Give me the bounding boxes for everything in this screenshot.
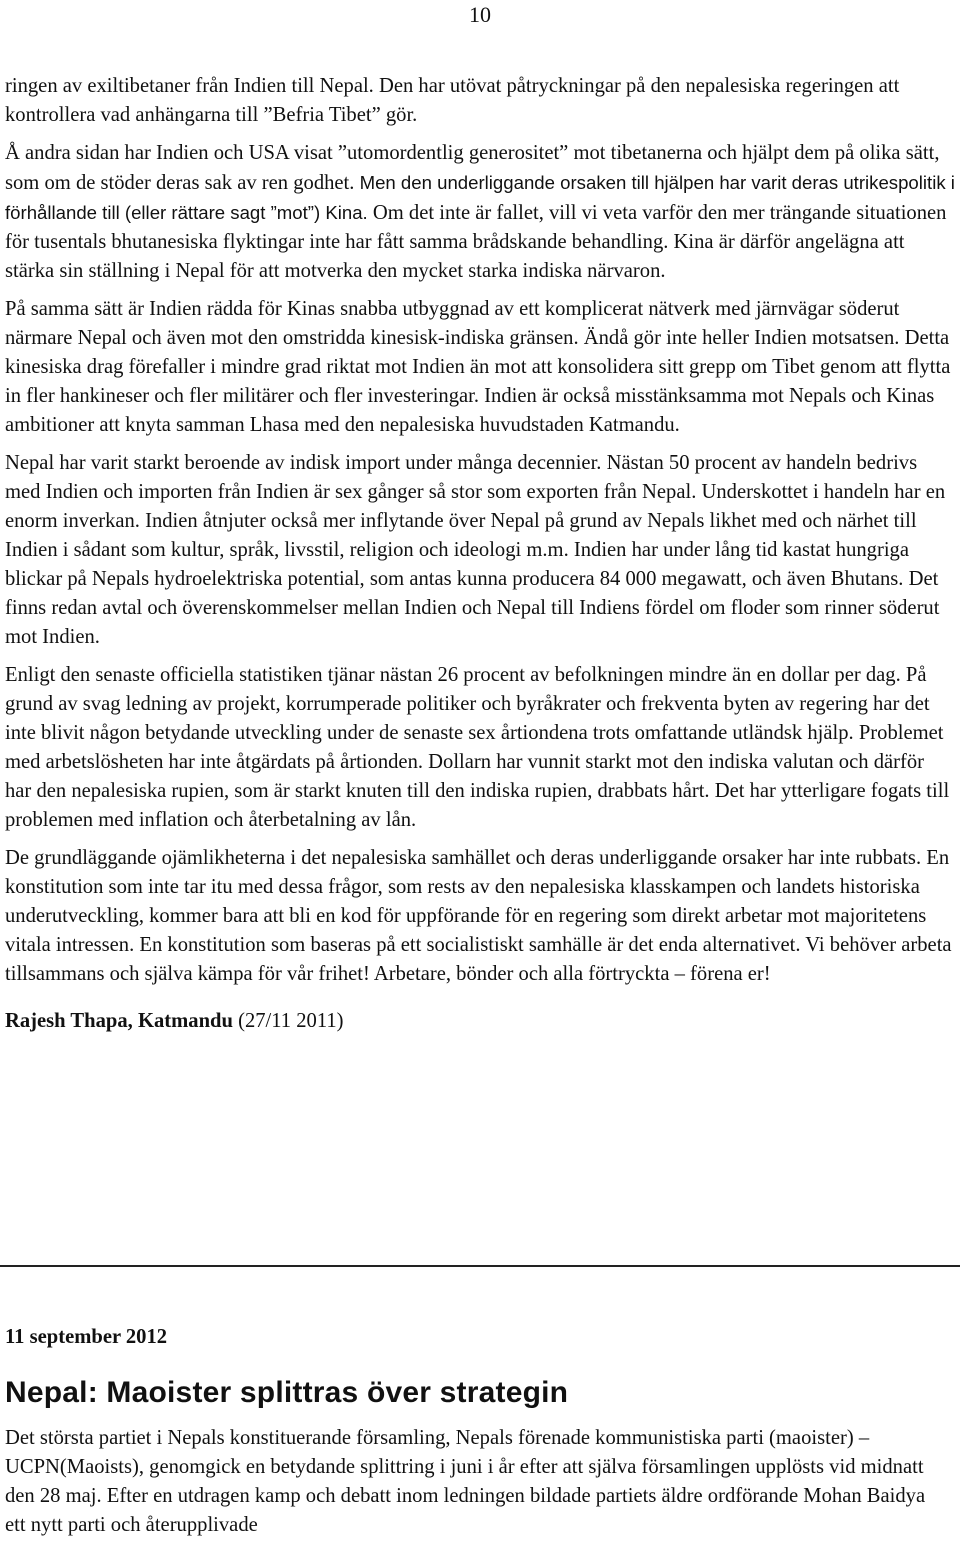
article-headline: Nepal: Maoister splittras över strategin [5,1376,569,1409]
paragraph-india-usa-sans-part: Men den underliggande orsaken till hjälpen har varit deras utrikespolitik i förhållande till (eller rättare sagt ”mot”) Kina. [5,172,955,223]
paragraph-exile-tibetans: ringen av exiltibetaner från Indien till Nepal. Den har utövat påtryckningar på den nepalesiska regeringen att kontrollera vad anhängarna till ”Befria Tibet” gör. [5,75,900,126]
byline [5,1007,955,1036]
page-number: 10 [469,2,491,27]
paragraph-inequalities: De grundläggande ojämlikheterna i det nepalesiska samhället och deras underliggande orsaker har inte rubbats. En konstitution som inte tar itu med dessa frågor, som rests av den nepalesiska klasskampen och landets historiska underutveckling, kommer bara att bli en kod för uppförande för en regering som direkt arbetar mot majoritetens vitala intressen. En konstitution som baseras på ett socialistiskt samhälle är det enda alternativet. Vi behöver arbeta tillsammans och själva kämpa för vår frihet! Arbetare, bönder och alla förtryckta – förena er! [5,847,952,985]
byline-author: Rajesh Thapa, Katmandu [5,1010,233,1032]
paragraph-india-usa-part-2: Om det inte är fallet, vill vi veta varför den mer trängande situationen för tusentals bhutanesiska flyktingar inte har fått samma brådskande behandling. Kina är därför angelägna att stärka sin ställning i Nepal för att motverka den mycket starka indiska närvaron. [5,202,947,282]
section-divider [0,1265,960,1267]
byline-date: (27/11 2011) [232,1010,344,1032]
paragraph-statistics: Enligt den senaste officiella statistiken tjänar nästan 26 procent av befolkningen mindre än en dollar per dag. På grund av svag ledning av projekt, korrumperade politiker och byråkrater och frekventa byten av regering har det inte blivit någon betydande utveckling under de senaste sex årtiondena trots omfattande utländsk hjälp. Problemet med arbetslösheten har inte åtgärdats på årtionden. Dollarn har vunnit starkt mot den indiska valutan och därför har den nepalesiska rupien, som är starkt knuten till den indiska rupien, drabbats hårt. Det har ytterligare fogats till problemen med inflation och återbetalning av lån. [5,664,950,831]
paragraph-india-usa [5,139,955,286]
article-date: 11 september 2012 [5,1326,168,1348]
paragraph-india-usa-part-1: Å andra sidan har Indien och USA visat ”utomordentlig generositet” mot tibetanerna och hjälpt dem på olika sätt, som om de stöder deras sak av ren godhet. [5,142,940,194]
document-body [5,72,955,1036]
paragraph-railways: På samma sätt är Indien rädda för Kinas snabba utbyggnad av ett komplicerat nätverk med järnvägar söderut närmare Nepal och även mot den omstridda kinesisk-indiska gränsen. Ändå gör inte heller Indien motsatsen. Detta kinesiska drag förefaller i mindre grad riktat mot Indien än mot att konsolidera sitt grepp om Tibet genom att flytta in fler hankineser och fler militärer och fler investeringar. Indien är också misstänksamma mot Nepals och Kinas ambitioner att knyta samman Lhasa med den nepalesiska huvudstaden Katmandu. [5,298,951,436]
paragraph-trade: Nepal har varit starkt beroende av indisk import under många decennier. Nästan 50 procent av handeln bedrivs med Indien och importen från Indien är sex gånger så stor som exporten från Nepal. Underskottet i handeln har en enorm inverkan. Indien åtnjuter också mer inflytande över Nepal på grund av Nepals likhet med och närhet till Indien i sådant som kultur, språk, livsstil, religion och ideologi m.m. Indien har under lång tid kastat hungriga blickar på Nepals hydroelektriska potential, som antas kunna producera 84 000 megawatt, och även Bhutans. Det finns redan avtal och överenskommelser mellan Indien och Nepal till Indiens fördel om floder som rinner söderut mot Indien. [5,452,946,648]
article-intro: Det största partiet i Nepals konstituerande församling, Nepals förenade kommunistiska parti (maoister) – UCPN(Maoists), genomgick en betydande splittring i juni i år efter att själva församlingen upplösts vid midnatt den 28 maj. Efter en utdragen kamp och debatt inom ledningen bildade partiets äldre ordförande Mohan Baidya ett nytt parti och återupplivade [5,1427,926,1536]
